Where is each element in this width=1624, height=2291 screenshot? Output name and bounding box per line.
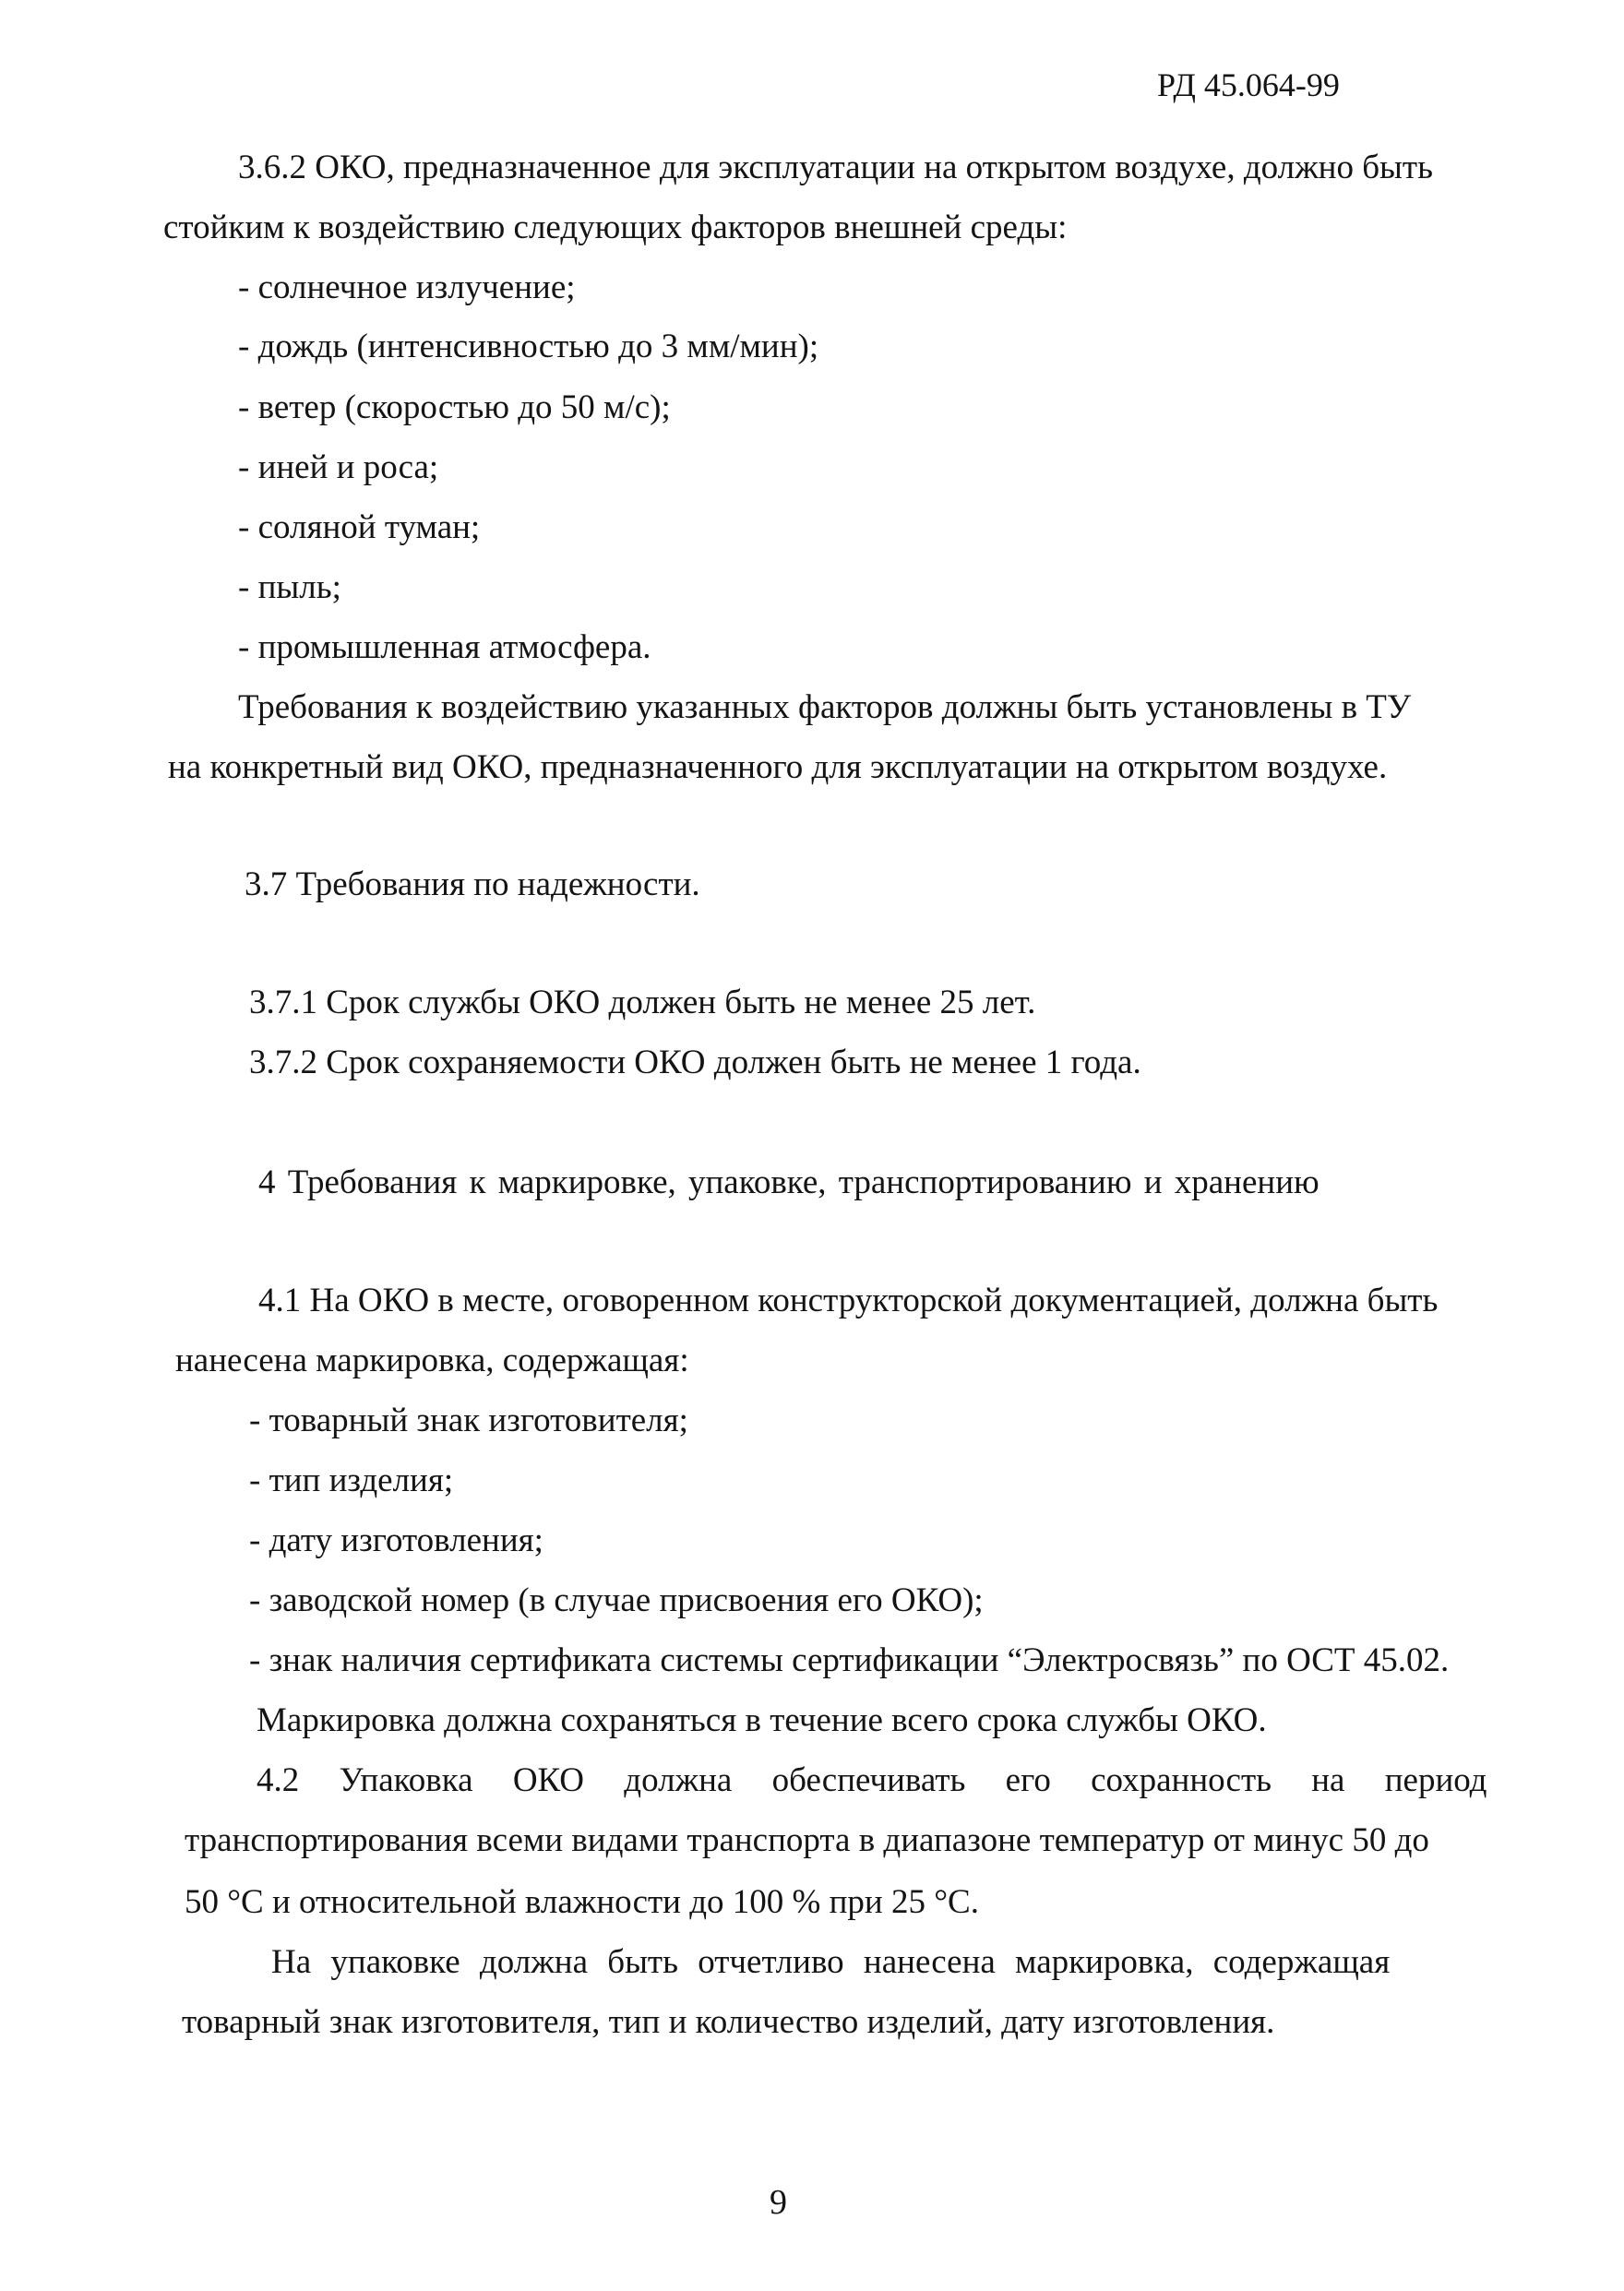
factor-item: - промышленная атмосфера. xyxy=(238,628,651,666)
packaging-line-2: товарный знак изготовителя, тип и количество изделий, дату изготовления. xyxy=(182,2003,1275,2041)
section-4-heading: 4 Требования к маркировке, упаковке, транспортированию и хранению xyxy=(258,1163,1320,1201)
page-number: 9 xyxy=(770,2183,787,2222)
factor-item: - соляной туман; xyxy=(238,508,481,546)
paragraph-4-2-line-1-text: 4.2 Упаковка ОКО должна обеспечивать его сохранность на период xyxy=(257,1761,1487,1799)
document-code: РД 45.064-99 xyxy=(1157,66,1340,103)
paragraph-4-1-line-1: 4.1 На ОКО в месте, оговоренном конструкторской документацией, должна быть xyxy=(258,1282,1439,1319)
paragraph-4-2-line-2: транспортирования всеми видами транспорта в диапазоне температур от минус 50 до xyxy=(185,1821,1429,1859)
paragraph-3-6-2-line-1: 3.6.2 ОКО, предназначенное для эксплуатации на открытом воздухе, должно быть xyxy=(238,149,1433,186)
factor-item: - иней и роса; xyxy=(238,448,439,486)
marking-item: - дату изготовления; xyxy=(249,1521,543,1559)
packaging-line-1: На упаковке должна быть отчетливо нанесена маркировка, содержащая xyxy=(271,1943,1391,1981)
section-3-7-heading: 3.7 Требования по надежности. xyxy=(245,865,700,903)
requirements-line-2: на конкретный вид ОКО, предназначенного для эксплуатации на открытом воздухе. xyxy=(168,748,1388,786)
marking-item: - заводской номер (в случае присвоения его ОКО); xyxy=(249,1581,984,1619)
requirements-line-1: Требования к воздействию указанных факторов должны быть установлены в ТУ xyxy=(238,688,1412,726)
factor-item: - пыль; xyxy=(238,568,341,606)
item-3-7-1: 3.7.1 Срок службы ОКО должен быть не менее 25 лет. xyxy=(249,984,1036,1021)
paragraph-3-6-2-line-2: стойким к воздействию следующих факторов внешней среды: xyxy=(163,209,1068,246)
factor-item: - дождь (интенсивностью до 3 мм/мин); xyxy=(238,328,819,365)
paragraph-4-1-line-2: нанесена маркировка, содержащая: xyxy=(175,1342,689,1379)
paragraph-4-2-line-3: 50 °С и относительной влажности до 100 % при 25 °С. xyxy=(185,1883,979,1921)
marking-item: - товарный знак изготовителя; xyxy=(249,1402,688,1439)
marking-item: - знак наличия сертификата системы сертификации “Электросвязь” по ОСТ 45.02. xyxy=(249,1641,1450,1679)
item-3-7-2: 3.7.2 Срок сохраняемости ОКО должен быть не менее 1 года. xyxy=(249,1044,1141,1081)
paragraph-4-2-line-1 xyxy=(257,1760,1487,1801)
factor-item: - ветер (скоростью до 50 м/с); xyxy=(238,388,671,426)
marking-item: - тип изделия; xyxy=(249,1462,454,1499)
marking-note: Маркировка должна сохраняться в течение всего срока службы ОКО. xyxy=(257,1701,1267,1739)
factor-item: - солнечное излучение; xyxy=(238,268,576,306)
